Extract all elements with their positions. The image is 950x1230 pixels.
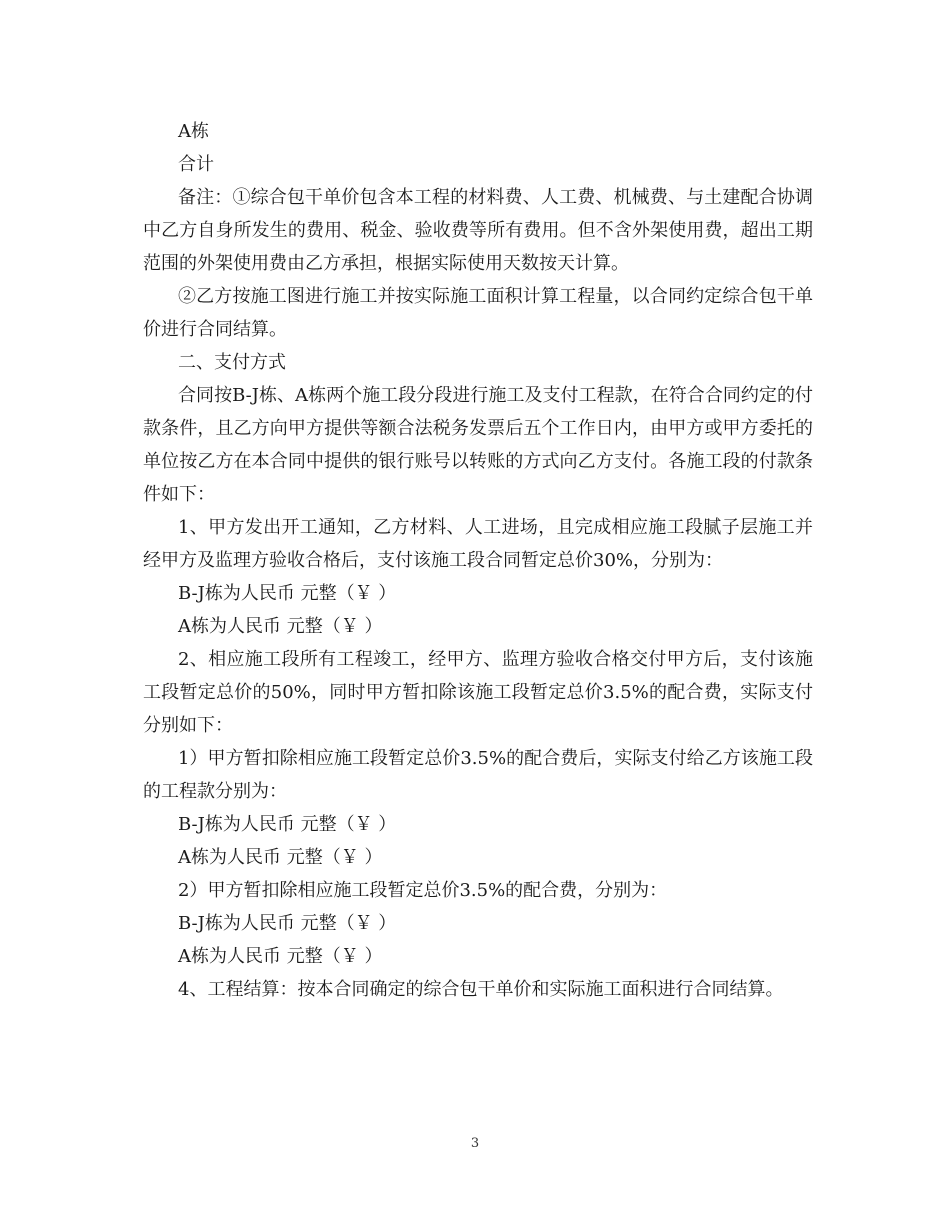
remark-paragraph-1: 备注：①综合包干单价包含本工程的材料费、人工费、机械费、与土建配合协调中乙方自身所发生的费用、税金、验收费等所有费用。但不含外架使用费，超出工期范围的外架使用费由乙方承担，根据实际使用天数按天计算。	[143, 187, 813, 274]
amount-line-a-2: A栋为人民币 元整（￥ ）	[178, 847, 383, 868]
page-number: 3	[470, 1136, 480, 1151]
payment-clause-1: 1、甲方发出开工通知，乙方材料、人工进场，且完成相应施工段腻子层施工并经甲方及监理方验收合格后，支付该施工段合同暂定总价30%，分别为：	[143, 517, 813, 571]
document-body	[143, 115, 813, 1006]
remark-paragraph-2: ②乙方按施工图进行施工并按实际施工面积计算工程量，以合同约定综合包干单价进行合同结算。	[143, 286, 813, 340]
amount-line-a-1: A栋为人民币 元整（￥ ）	[178, 616, 383, 637]
section-heading-payment: 二、支付方式	[178, 352, 286, 373]
settlement-clause: 4、工程结算：按本合同确定的综合包干单价和实际施工面积进行合同结算。	[178, 979, 784, 1000]
row-label-a-building: A栋	[178, 121, 209, 142]
amount-line-bj-2: B-J栋为人民币 元整（￥ ）	[178, 814, 397, 835]
payment-subclause-2: 2）甲方暂扣除相应施工段暂定总价3.5%的配合费，分别为：	[178, 880, 668, 901]
amount-line-a-3: A栋为人民币 元整（￥ ）	[178, 946, 383, 967]
payment-intro-paragraph: 合同按B-J栋、A栋两个施工段分段进行施工及支付工程款，在符合合同约定的付款条件，且乙方向甲方提供等额合法税务发票后五个工作日内，由甲方或甲方委托的单位按乙方在本合同中提供的银行账号以转账的方式向乙方支付。各施工段的付款条件如下：	[143, 385, 813, 505]
payment-clause-2: 2、相应施工段所有工程竣工，经甲方、监理方验收合格交付甲方后，支付该施工段暂定总价的50%，同时甲方暂扣除该施工段暂定总价3.5%的配合费，实际支付分别如下：	[143, 649, 813, 736]
amount-line-bj-1: B-J栋为人民币 元整（￥ ）	[178, 583, 397, 604]
row-label-total: 合计	[178, 154, 214, 175]
payment-subclause-1: 1）甲方暂扣除相应施工段暂定总价3.5%的配合费后，实际支付给乙方该施工段的工程款分别为：	[143, 748, 813, 802]
amount-line-bj-3: B-J栋为人民币 元整（￥ ）	[178, 913, 397, 934]
